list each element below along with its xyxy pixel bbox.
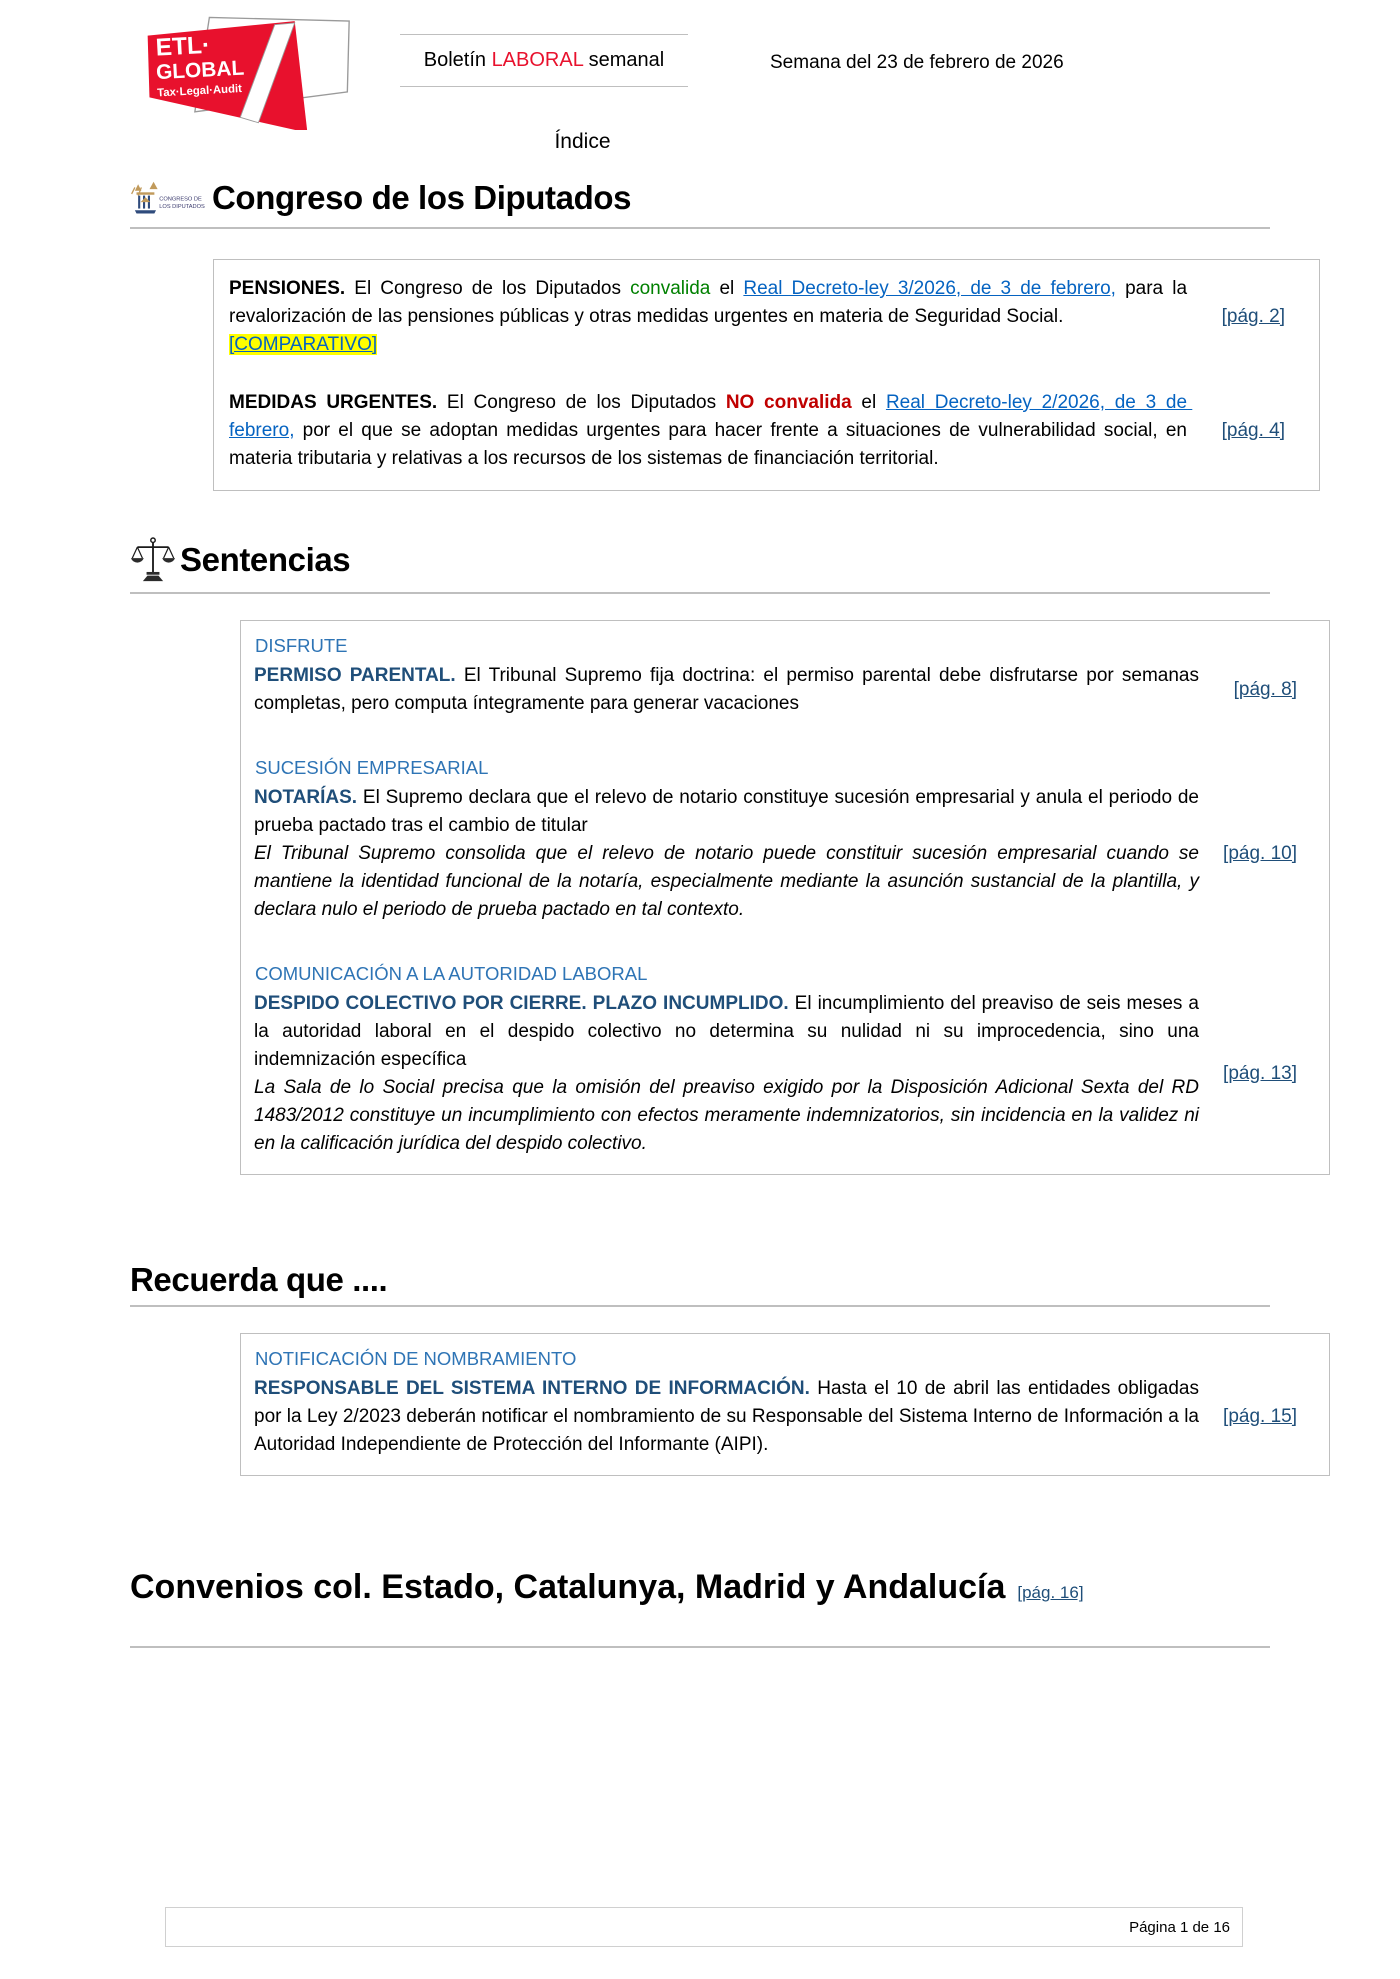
text-segment: el [851,392,886,413]
text-segment: convalida [630,278,711,299]
text-segment: El incumplimiento del preaviso de seis meses a la autoridad laboral en el despido colectivo no determina su nulidad ni su improcedencia, sino una indemnización específica [254,993,1205,1070]
text-segment: Hasta el 10 de abril las entidades obligadas por la Ley 2/2023 deberán notificar el nombramiento de su Responsable del Sistema Interno de Información a la Autoridad Independiente de Protección del Informante (AIPI). [254,1377,1205,1455]
sentencias-index-box [240,620,1330,1175]
entry-paragraph [254,1375,1205,1459]
text-segment: para la revalorización de las pensiones públicas y otras medidas urgentes en materia de Seguridad Social. [229,278,1193,327]
congreso-caption-line2: LOS DIPUTADOS [159,203,205,210]
entry-italic-summary: La Sala de lo Social precisa que la omisión del preaviso exigido por la Disposición Adicional Sexta del RD 1483/2012 constituye un incumplimiento con efectos meramente indemnizatorios, sin incidencia en la validez ni en la calificación jurídica del despido colectivo. [254,1077,1199,1154]
section-sentencias [130,535,1297,1175]
page-link[interactable]: [pág. 4] [1221,420,1285,441]
category-label: NOTIFICACIÓN DE NOMBRAMIENTO [255,1347,577,1369]
page-link[interactable]: [pág. 8] [1233,679,1297,700]
page-link[interactable]: [pág. 2] [1221,306,1285,327]
page-link-column [1199,1406,1317,1428]
scales-of-justice-icon [130,535,176,585]
entry-row [254,990,1317,1158]
bulletin-title-pre: Boletín [423,49,492,71]
entry-text [229,389,1193,473]
index-entry-pensiones [229,275,1305,359]
index-entry-notarias [254,756,1317,924]
etl-global-logo [130,12,365,130]
category-label: DISFRUTE [255,635,348,656]
index-title: Índice [554,130,611,153]
page-link-column [1199,1063,1317,1085]
index-entry-responsable-sii [254,1347,1317,1459]
text-segment: NO convalida [725,392,852,413]
section-heading-recuerda: Recuerda que .... [130,1261,388,1298]
page-link[interactable]: [pág. 10] [1223,843,1297,864]
entry-text [254,662,1205,718]
congreso-caption-line1: CONGRESO DE [159,196,202,203]
bulletin-title-accent: LABORAL [491,49,584,71]
text-segment: RESPONSABLE DEL SISTEMA INTERNO DE INFORMACIÓN. [254,1377,818,1399]
page-link-column [1199,843,1317,865]
text-segment: PERMISO PARENTAL. [254,665,464,686]
section-recuerda [130,1261,1297,1476]
congreso-index-box [213,259,1320,491]
recuerda-heading-row [130,1263,1270,1307]
section-heading-convenios: Convenios col. Estado, Catalunya, Madrid y Andalucía [130,1568,1006,1607]
logo-etl-text: ETL· [155,31,211,62]
page-link-column [1199,679,1317,701]
text-segment: MEDIDAS URGENTES. [229,392,447,413]
congreso-emblem-icon [130,176,208,220]
section-heading-sentencias: Sentencias [180,540,351,578]
page-link[interactable]: [pág. 13] [1223,1063,1297,1084]
week-label: Semana del 23 de febrero de 2026 [770,52,1064,73]
entry-text [254,784,1205,924]
recuerda-index-box [240,1333,1330,1476]
entry-paragraph [254,990,1205,1074]
inline-link[interactable]: Real Decreto-ley 3/2026, de 3 de febrero, [743,278,1116,299]
footer-bar [165,1907,1243,1947]
entry-row [254,662,1317,718]
page-link-column [1187,420,1305,442]
category-label: COMUNICACIÓN A LA AUTORIDAD LABORAL [255,963,648,984]
text-segment: El Congreso de los Diputados [446,392,726,413]
footer-page-label: Página 1 de 16 [1129,1918,1230,1936]
index-entry-permiso-parental [254,634,1317,718]
text-segment: El Congreso de los Diputados [354,278,631,299]
entry-paragraph [229,389,1193,473]
entry-italic-summary: El Tribunal Supremo consolida que el relevo de notario puede constituir sucesión empresarial cuando se mantiene la identidad funcional de la notaría, especialmente mediante la asunción sustancial de la plantilla, y declara nulo el periodo de prueba pactado en tal contexto. [254,843,1199,920]
text-segment: NOTARÍAS. [254,787,363,808]
sentencias-heading-row [130,535,1270,594]
section-convenios [130,1546,1270,1649]
text-segment: PENSIONES. [229,278,355,299]
entry-paragraph [254,784,1205,840]
text-segment: El Supremo declara que el relevo de notario constituye sucesión empresarial y anula el periodo de prueba pactado tras el cambio de titular [254,787,1205,836]
entry-row [254,1375,1317,1459]
convenios-heading-row [130,1546,1270,1649]
inline-link[interactable]: [COMPARATIVO] [229,334,378,355]
entry-paragraph [229,275,1193,331]
header [130,0,1270,128]
index-entry-despido-colectivo [254,962,1317,1158]
index-entry-medidas-urgentes [229,389,1305,473]
convenios-page-link[interactable]: [pág. 16] [1017,1583,1084,1603]
entry-row [254,784,1317,924]
category-label: SUCESIÓN EMPRESARIAL [255,757,489,778]
bulletin-title-post: semanal [583,49,665,71]
entry-text [254,990,1205,1158]
logo-global-text: GLOBAL [155,56,245,85]
section-congreso [130,176,1285,491]
inline-link[interactable]: Real Decreto-ley 2/2026, de 3 de febrero, [229,392,1193,441]
page-link-column [1187,306,1305,328]
text-segment: El Tribunal Supremo fija doctrina: el permiso parental debe disfrutarse por semanas completas, pero computa íntegramente para generar vacaciones [254,665,1205,714]
bulletin-title [400,34,688,87]
entry-paragraph [254,662,1205,718]
section-heading-congreso: Congreso de los Diputados [212,178,632,216]
text-segment: por el que se adoptan medidas urgentes para hacer frente a situaciones de vulnerabilidad social, en materia tributaria y relativas a los recursos de los sistemas de financiación territorial. [229,420,1193,469]
entry-comparativo-line [229,331,1187,359]
entry-text [229,275,1193,359]
logo-tagline-text: Tax·Legal·Audit [156,82,243,100]
text-segment: el [710,278,744,299]
congreso-heading-row [130,176,1270,229]
text-segment: DESPIDO COLECTIVO POR CIERRE. PLAZO INCUMPLIDO. [254,993,795,1014]
page-link[interactable]: [pág. 15] [1223,1405,1297,1427]
entry-text [254,1375,1205,1459]
